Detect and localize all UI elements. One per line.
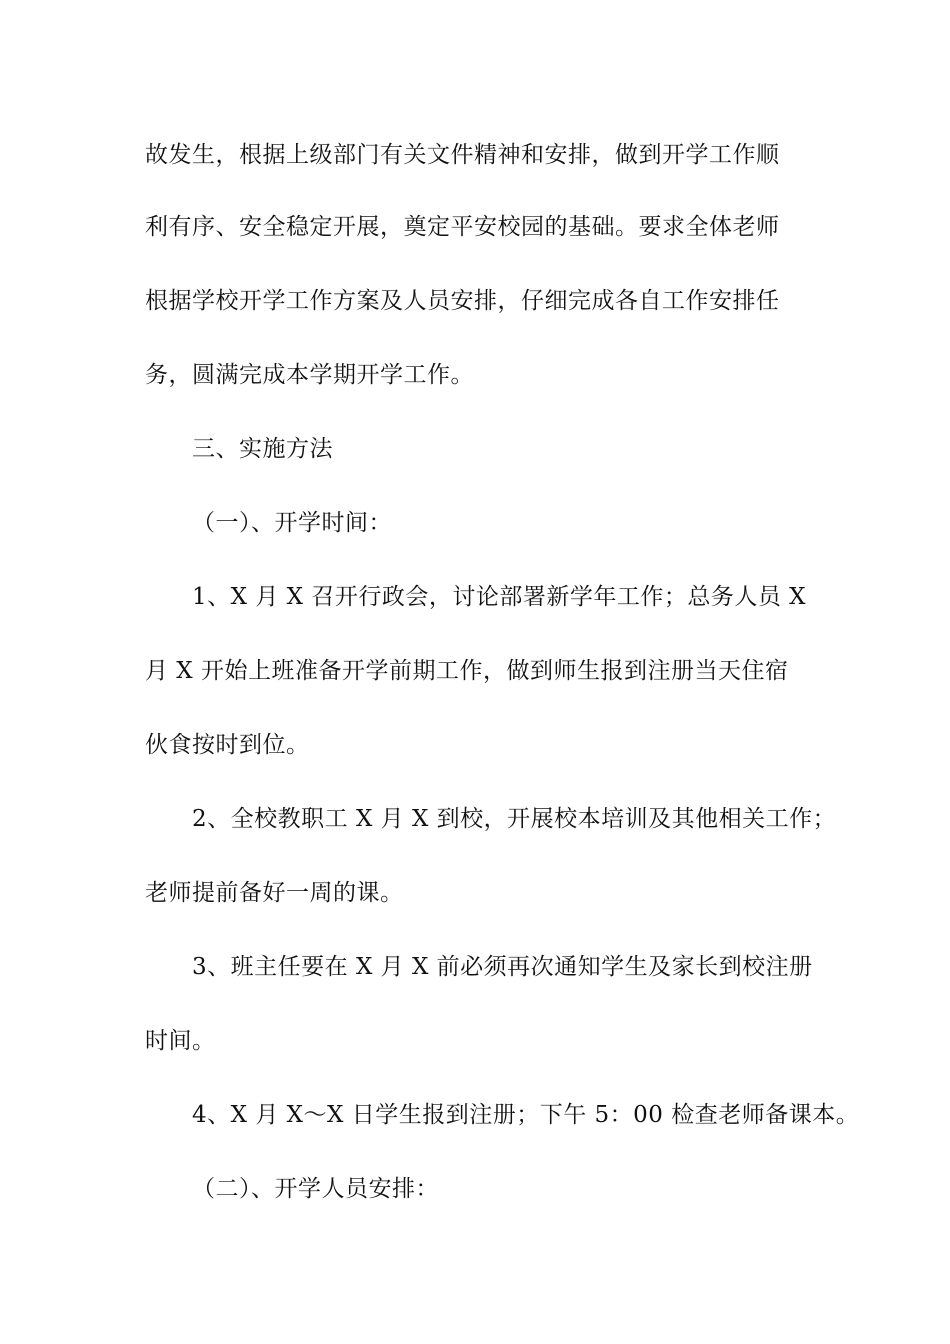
list-item-line: 4、X 月 X～X 日学生报到注册；下午 5：00 检查老师备课本。 (192, 1102, 860, 1128)
list-item-line: 1、X 月 X 召开行政会，讨论部署新学年工作；总务人员 X (192, 584, 806, 610)
section-heading: 三、实施方法 (192, 436, 333, 462)
paragraph-line: 务，圆满完成本学期开学工作。 (145, 362, 474, 388)
list-item-line: 2、全校教职工 X 月 X 到校，开展校本培训及其他相关工作； (192, 806, 837, 832)
list-item-line: 月 X 开始上班准备开学前期工作，做到师生报到注册当天住宿 (145, 658, 789, 684)
paragraph-line: 利有序、安全稳定开展，奠定平安校园的基础。要求全体老师 (145, 214, 780, 240)
list-item-line: 伙食按时到位。 (145, 732, 310, 758)
list-item-line: 老师提前备好一周的课。 (145, 880, 404, 906)
paragraph-line: 根据学校开学工作方案及人员安排，仔细完成各自工作安排任 (145, 288, 780, 314)
list-item-line: 3、班主任要在 X 月 X 前必须再次通知学生及家长到校注册 (192, 954, 813, 980)
paragraph-line: 故发生，根据上级部门有关文件精神和安排，做到开学工作顺 (145, 142, 780, 168)
list-item-line: 时间。 (145, 1028, 216, 1054)
subsection-heading: （二）、开学人员安排： (192, 1176, 439, 1202)
subsection-heading: （一）、开学时间： (192, 510, 392, 536)
